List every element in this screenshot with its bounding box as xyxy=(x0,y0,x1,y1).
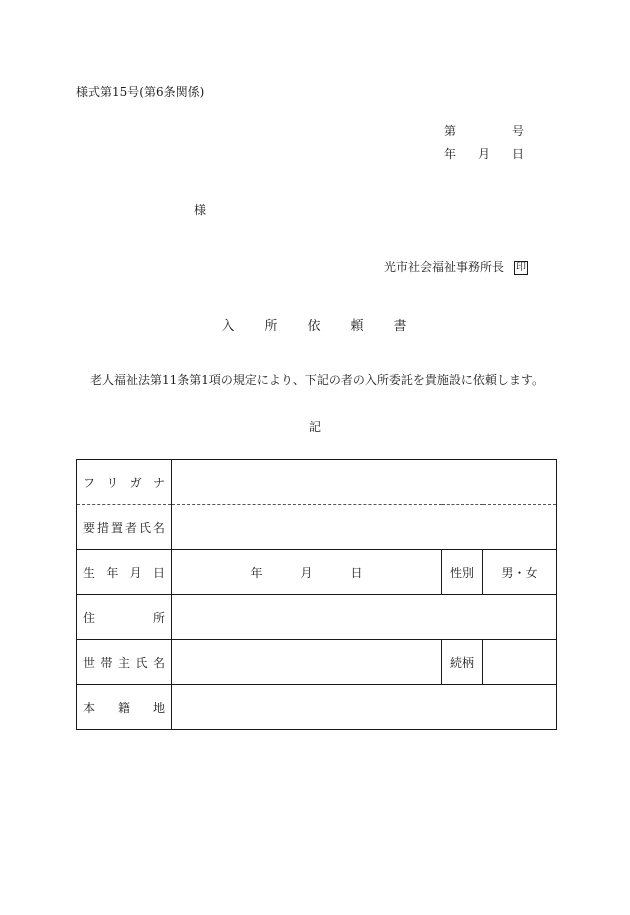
date-day: 日 xyxy=(512,147,525,161)
address-label: 住 所 xyxy=(77,595,172,640)
household-head-field[interactable] xyxy=(172,640,442,685)
recipient-honorific: 様 xyxy=(194,203,207,217)
domicile-row xyxy=(77,685,557,730)
name-label: 要 措 置 者 氏 名 xyxy=(77,505,172,550)
request-form-table xyxy=(76,459,557,730)
title-char: 入 xyxy=(221,319,237,334)
relation-field[interactable] xyxy=(483,640,557,685)
title-char: 依 xyxy=(307,319,323,334)
household-head-row xyxy=(77,640,557,685)
sex-label: 性 別 xyxy=(442,550,483,595)
sender xyxy=(384,258,528,275)
ki-heading: 記 xyxy=(308,420,321,434)
document-title xyxy=(0,315,630,334)
birth-row xyxy=(77,550,557,595)
form-number: 様式第15号(第6条関係) xyxy=(76,85,205,99)
furigana-label: フ リ ガ ナ xyxy=(77,460,172,505)
address-row xyxy=(77,595,557,640)
name-field[interactable] xyxy=(172,505,557,550)
birth-label: 生 年 月 日 xyxy=(77,550,172,595)
furigana-field[interactable] xyxy=(172,460,557,505)
domicile-field[interactable] xyxy=(172,685,557,730)
address-field[interactable] xyxy=(172,595,557,640)
date-year: 年 xyxy=(444,147,457,161)
title-char: 書 xyxy=(393,319,409,334)
seal-mark: 印 xyxy=(516,262,527,273)
document-number xyxy=(444,122,524,139)
sender-name: 光市社会福祉事務所長 xyxy=(384,260,505,274)
document-date xyxy=(444,145,524,162)
doc-no-suffix: 号 xyxy=(512,124,525,138)
body-text: 老人福祉法第11条第1項の規定により、下記の者の入所委託を貴施設に依頼します。 xyxy=(90,373,544,387)
title-char: 所 xyxy=(264,319,280,334)
title-char: 頼 xyxy=(350,319,366,334)
birth-date-field[interactable]: 年 月 日 xyxy=(172,550,442,595)
date-month: 月 xyxy=(478,147,491,161)
sex-field[interactable]: 男・女 xyxy=(483,550,557,595)
furigana-row xyxy=(77,460,557,505)
domicile-label: 本 籍 地 xyxy=(77,685,172,730)
doc-no-prefix: 第 xyxy=(444,124,457,138)
relation-label: 続 柄 xyxy=(442,640,483,685)
name-row xyxy=(77,505,557,550)
household-head-label: 世 帯 主 氏 名 xyxy=(77,640,172,685)
